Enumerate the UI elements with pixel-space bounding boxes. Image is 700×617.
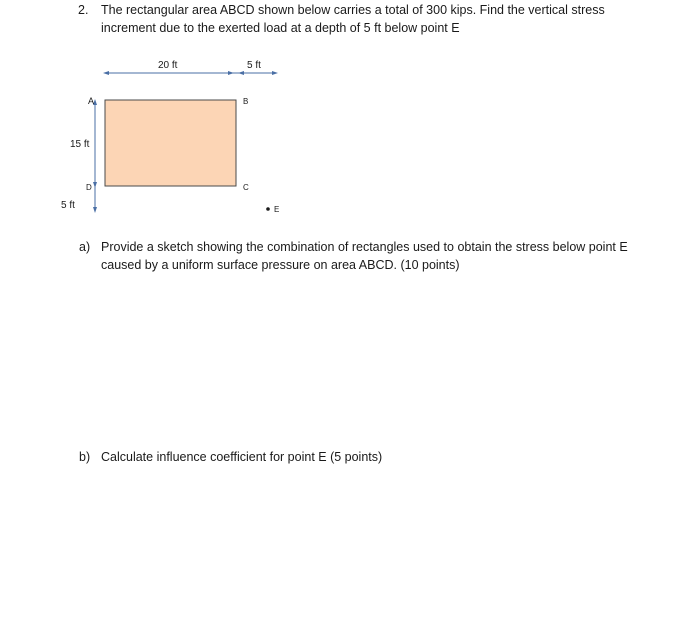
point-c-label: C — [243, 183, 249, 192]
top-dim-mid-arrow-left — [228, 71, 234, 75]
part-b-text — [101, 448, 661, 466]
part-a-line-1: Provide a sketch showing the combination of rectangles used to obtain the stress below point E — [101, 240, 628, 254]
point-d-label: D — [86, 183, 92, 192]
area-abcd — [105, 100, 236, 186]
dim-label-5ft-top: 5 ft — [247, 60, 261, 71]
part-a-text — [101, 238, 661, 274]
part-a — [79, 238, 679, 278]
question-line-1: The rectangular area ABCD shown below carries a total of 300 kips. Find the vertical stress — [101, 3, 605, 17]
part-b-letter: b) — [79, 450, 91, 464]
point-b-label: B — [243, 97, 249, 106]
left-dim-mid-arrow — [93, 182, 97, 188]
point-a-label: A — [88, 96, 95, 106]
dim-label-15ft: 15 ft — [70, 139, 90, 150]
question-line-2: increment due to the exerted load at a depth of 5 ft below point E — [101, 21, 460, 35]
left-dim-bottom-arrow — [93, 207, 97, 213]
part-a-line-2: caused by a uniform surface pressure on area ABCD. (10 points) — [101, 258, 460, 272]
top-dim-right-arrow — [272, 71, 278, 75]
question-number: 2. — [78, 3, 89, 17]
part-b — [79, 448, 679, 468]
point-e-label: E — [274, 205, 280, 214]
part-b-line-1: Calculate influence coefficient for point E (5 points) — [101, 450, 383, 464]
dim-label-5ft-left: 5 ft — [61, 200, 75, 211]
top-dim-mid-arrow-right — [238, 71, 244, 75]
top-dim-left-arrow — [103, 71, 109, 75]
dim-label-20ft: 20 ft — [158, 60, 178, 71]
point-e-marker — [266, 207, 270, 211]
part-a-letter: a) — [79, 240, 91, 254]
